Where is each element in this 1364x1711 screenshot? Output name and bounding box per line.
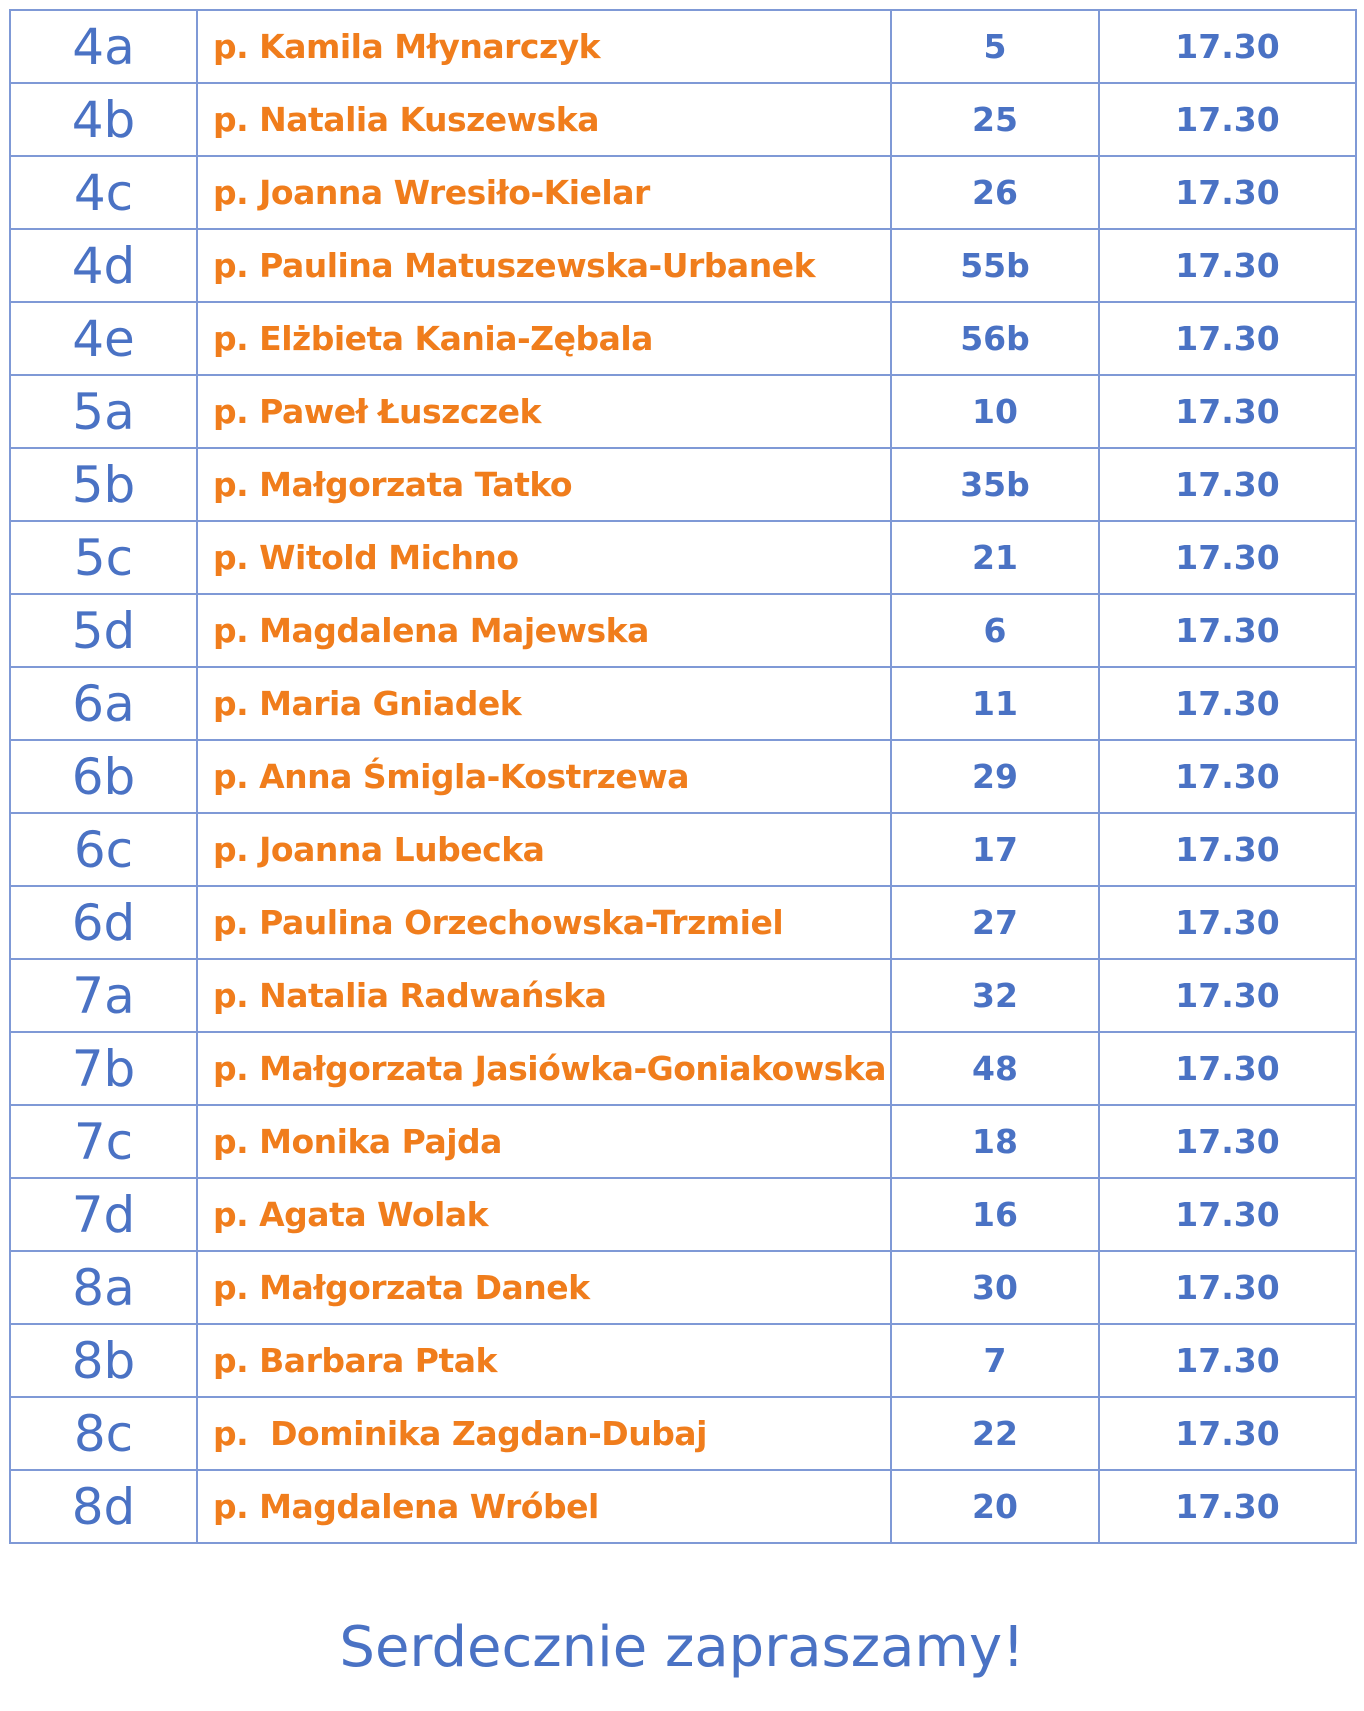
table-row [10,1178,1356,1251]
meeting-time-cell: 17.30 [1099,1105,1356,1178]
table-row [10,1105,1356,1178]
table-row [10,886,1356,959]
class-name-cell: 4b [10,83,197,156]
table-row [10,10,1356,83]
table-row [10,813,1356,886]
meeting-time-cell: 17.30 [1099,521,1356,594]
room-number-cell: 26 [891,156,1099,229]
class-name-cell: 6b [10,740,197,813]
teacher-name-cell: p. Witold Michno [197,521,891,594]
table-row [10,83,1356,156]
meeting-time-cell: 17.30 [1099,959,1356,1032]
meeting-time-cell: 17.30 [1099,667,1356,740]
room-number-cell: 22 [891,1397,1099,1470]
class-name-cell: 8d [10,1470,197,1543]
room-number-cell: 29 [891,740,1099,813]
meeting-time-cell: 17.30 [1099,10,1356,83]
meeting-time-cell: 17.30 [1099,813,1356,886]
meeting-time-cell: 17.30 [1099,1470,1356,1543]
table-row [10,1251,1356,1324]
meeting-time-cell: 17.30 [1099,156,1356,229]
table-row [10,1397,1356,1470]
table-row [10,594,1356,667]
class-name-cell: 5d [10,594,197,667]
teacher-name-cell: p. Monika Pajda [197,1105,891,1178]
class-name-cell: 5b [10,448,197,521]
table-row [10,1470,1356,1543]
teacher-name-cell: p. Magdalena Majewska [197,594,891,667]
table-row [10,1324,1356,1397]
teacher-name-cell: p. Maria Gniadek [197,667,891,740]
table-row [10,229,1356,302]
class-name-cell: 6a [10,667,197,740]
teacher-name-cell: p. Magdalena Wróbel [197,1470,891,1543]
room-number-cell: 20 [891,1470,1099,1543]
room-number-cell: 48 [891,1032,1099,1105]
class-name-cell: 7b [10,1032,197,1105]
teacher-name-cell: p. Paweł Łuszczek [197,375,891,448]
meeting-time-cell: 17.30 [1099,594,1356,667]
meeting-time-cell: 17.30 [1099,1032,1356,1105]
teacher-name-cell: p. Paulina Matuszewska-Urbanek [197,229,891,302]
teacher-name-cell: p. Joanna Wresiło-Kielar [197,156,891,229]
table-row [10,302,1356,375]
table-row [10,959,1356,1032]
table-row [10,667,1356,740]
room-number-cell: 35b [891,448,1099,521]
class-name-cell: 4a [10,10,197,83]
class-name-cell: 7a [10,959,197,1032]
class-name-cell: 7c [10,1105,197,1178]
invitation-text: Serdecznie zapraszamy! [339,1615,1025,1680]
teacher-name-cell: p. Paulina Orzechowska-Trzmiel [197,886,891,959]
room-number-cell: 25 [891,83,1099,156]
table-row [10,375,1356,448]
class-name-cell: 5c [10,521,197,594]
table-row [10,448,1356,521]
class-name-cell: 5a [10,375,197,448]
teacher-name-cell: p. Natalia Kuszewska [197,83,891,156]
room-number-cell: 21 [891,521,1099,594]
meeting-time-cell: 17.30 [1099,1324,1356,1397]
teacher-name-cell: p. Dominika Zagdan-Dubaj [197,1397,891,1470]
room-number-cell: 6 [891,594,1099,667]
meeting-time-cell: 17.30 [1099,1251,1356,1324]
class-name-cell: 6d [10,886,197,959]
meeting-time-cell: 17.30 [1099,1397,1356,1470]
meeting-time-cell: 17.30 [1099,375,1356,448]
room-number-cell: 55b [891,229,1099,302]
room-number-cell: 18 [891,1105,1099,1178]
table-row [10,1032,1356,1105]
meeting-time-cell: 17.30 [1099,886,1356,959]
teacher-name-cell: p. Anna Śmigla-Kostrzewa [197,740,891,813]
room-number-cell: 16 [891,1178,1099,1251]
teacher-name-cell: p. Elżbieta Kania-Zębala [197,302,891,375]
teacher-name-cell: p. Joanna Lubecka [197,813,891,886]
teacher-name-cell: p. Małgorzata Tatko [197,448,891,521]
meeting-time-cell: 17.30 [1099,229,1356,302]
room-number-cell: 27 [891,886,1099,959]
class-name-cell: 8a [10,1251,197,1324]
room-number-cell: 32 [891,959,1099,1032]
table-row [10,156,1356,229]
room-number-cell: 5 [891,10,1099,83]
class-name-cell: 4e [10,302,197,375]
teacher-name-cell: p. Małgorzata Danek [197,1251,891,1324]
room-number-cell: 11 [891,667,1099,740]
meeting-time-cell: 17.30 [1099,302,1356,375]
room-number-cell: 7 [891,1324,1099,1397]
schedule-body [10,10,1356,1543]
room-number-cell: 10 [891,375,1099,448]
class-name-cell: 8b [10,1324,197,1397]
room-number-cell: 17 [891,813,1099,886]
teacher-name-cell: p. Małgorzata Jasiówka-Goniakowska [197,1032,891,1105]
teacher-name-cell: p. Natalia Radwańska [197,959,891,1032]
room-number-cell: 56b [891,302,1099,375]
meeting-time-cell: 17.30 [1099,448,1356,521]
teacher-name-cell: p. Kamila Młynarczyk [197,10,891,83]
room-number-cell: 30 [891,1251,1099,1324]
class-name-cell: 8c [10,1397,197,1470]
class-name-cell: 4c [10,156,197,229]
class-name-cell: 4d [10,229,197,302]
table-row [10,740,1356,813]
meeting-time-cell: 17.30 [1099,83,1356,156]
teacher-name-cell: p. Agata Wolak [197,1178,891,1251]
meeting-time-cell: 17.30 [1099,740,1356,813]
meeting-time-cell: 17.30 [1099,1178,1356,1251]
class-name-cell: 6c [10,813,197,886]
class-name-cell: 7d [10,1178,197,1251]
table-row [10,521,1356,594]
meeting-schedule-table [9,9,1357,1544]
teacher-name-cell: p. Barbara Ptak [197,1324,891,1397]
